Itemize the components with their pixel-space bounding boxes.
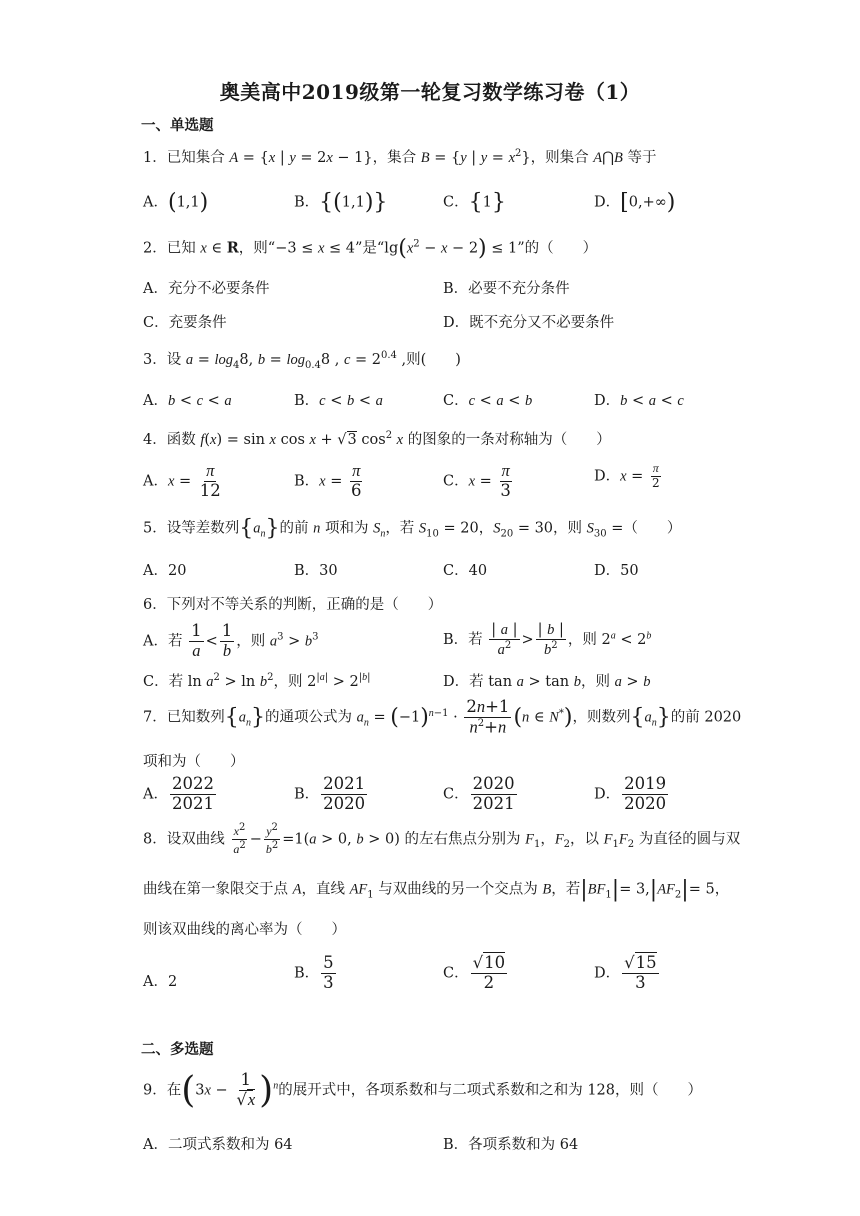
question-3-option-c[interactable]: C．c < a < b (443, 393, 533, 409)
question-3-option-d[interactable]: D．b < a < c (594, 393, 684, 409)
question-8-option-a[interactable]: A．2 (143, 974, 178, 990)
question-1-option-a[interactable]: A．(1,1) (143, 190, 209, 215)
question-1-option-c[interactable]: C．{1} (443, 190, 506, 215)
question-9-option-a[interactable]: A．二项式系数和为 64 (143, 1137, 293, 1153)
question-6-option-d[interactable]: D．若 tan a > tan b，则 a > b (443, 674, 651, 690)
question-6-option-c[interactable]: C．若 $\ln a^2 > \ln b^2$，则 $2^{|a|} > 2^{|b|}$ (143, 672, 371, 690)
question-8-stem: 8．设双曲线 $\frac{x^2}{a^2}$ − $\frac{y^2}{b^2}$ =1(a > 0, b > 0) 的左右焦点分别为 $F_1$，$F_2$，以 $F_1F_2$ 为直径的圆与双 (143, 822, 741, 856)
question-7-option-a[interactable]: A． $\frac{2022}{2021}$ (143, 774, 214, 813)
question-2-option-b[interactable]: B．必要不充分条件 (443, 281, 570, 297)
question-5-option-c[interactable]: C．40 (443, 563, 488, 579)
question-2-option-d[interactable]: D．既不充分又不必要条件 (443, 315, 615, 331)
question-7-option-b[interactable]: B． $\frac{2021}{2020}$ (294, 774, 366, 813)
question-3-option-b[interactable]: B．c < b < a (294, 393, 383, 409)
section-heading-single-choice: 一、单选题 (141, 117, 214, 134)
question-4-option-d[interactable]: D．x = $\frac{\pi}{2}$ (594, 461, 660, 490)
question-2-stem: 2．已知 x ∈ R，则“−3 ≤ x ≤ 4”是“$\lg(x^2 - x - 2) \le 1$”的（ ） (143, 236, 598, 261)
question-9-stem: 9．在(3x − $\frac{1}{√x}$ )$^n$的展开式中，各项系数和与二项式系数和之和为 128，则（ ） (143, 1070, 703, 1111)
question-9-option-b[interactable]: B．各项系数和为 64 (443, 1137, 579, 1153)
question-4-option-b[interactable]: B．x = $\frac{\pi}{6}$ (294, 461, 362, 500)
question-8-stem-line-3: 则该双曲线的离心率为（ ） (143, 922, 346, 938)
question-1-stem: 1．已知集合 A = {x | y = 2x − 1}，集合 B = {y | $y = x^2$}，则集合 A⋂B 等于 (143, 148, 657, 166)
question-5-option-a[interactable]: A．20 (143, 563, 187, 579)
question-6-option-b[interactable]: B．若 $\frac{| a |}{a^2}$ > $\frac{| b |}{b^2}$ ，则 $2^a < 2^b$ (443, 622, 652, 658)
question-6-stem: 6．下列对不等关系的判断，正确的是（ ） (143, 597, 443, 613)
question-7-option-c[interactable]: C． $\frac{2020}{2021}$ (443, 774, 515, 813)
question-8-option-c[interactable]: C． $\frac{√10}{2}$ (443, 953, 506, 992)
question-8-option-d[interactable]: D． $\frac{√15}{3}$ (594, 953, 657, 992)
question-2-option-c[interactable]: C．充要条件 (143, 315, 227, 331)
question-3-option-a[interactable]: A．b < c < a (143, 393, 232, 409)
question-4-stem: 4．函数 f(x) = sin x cos x + √3 $\cos^2 x$ 的图象的一条对称轴为（ ） (143, 430, 611, 448)
question-4-option-c[interactable]: C．x = $\frac{\pi}{3}$ (443, 461, 511, 500)
question-8-option-b[interactable]: B． $\frac{5}{3}$ (294, 953, 334, 992)
question-2-option-a[interactable]: A．充分不必要条件 (143, 281, 270, 297)
question-7-stem: 7．已知数列$\{a_n\}$的通项公式为 $a_n = (-1)^{n-1}$ · $\frac{2n+1}{n^2+n}$ (n ∈ N*)，则数列$\{a_n\}$的前 2020 (143, 697, 742, 737)
question-7-stem-continued: 项和为（ ） (143, 754, 245, 770)
question-1-option-d[interactable]: D．[0,+∞) (594, 190, 676, 215)
question-8-stem-line-2: 曲线在第一象限交于点 A，直线 $AF_1$ 与双曲线的另一个交点为 B，若$|BF_1|= 3,|AF_2|= 5$， (143, 877, 730, 902)
question-1-option-b[interactable]: B．{(1,1)} (294, 190, 388, 215)
question-7-option-d[interactable]: D． $\frac{2019}{2020}$ (594, 774, 667, 813)
section-heading-multiple-choice: 二、多选题 (141, 1041, 214, 1058)
question-3-stem: 3．设 $a = \log_48$, $b = \log_{0.4}8$ , $c = 2^{0.4}$ ,则( ) (143, 350, 461, 371)
question-4-option-a[interactable]: A．x = $\frac{\pi}{12}$ (143, 461, 221, 500)
question-5-option-b[interactable]: B．30 (294, 563, 338, 579)
page-title: 奥美高中2019级第一轮复习数学练习卷（1） (219, 80, 641, 104)
question-6-option-a[interactable]: A．若 $\frac{1}{a}$ < $\frac{1}{b}$ ，则 $a^3 > b^3$ (143, 621, 319, 660)
question-5-option-d[interactable]: D．50 (594, 563, 639, 579)
question-5-stem: 5．设等差数列$\{a_n\}$的前 n 项和为 $S_n$，若 $S_{10} = 20$，$S_{20} = 30$，则 $S_{30}$ =（ ） (143, 516, 682, 541)
